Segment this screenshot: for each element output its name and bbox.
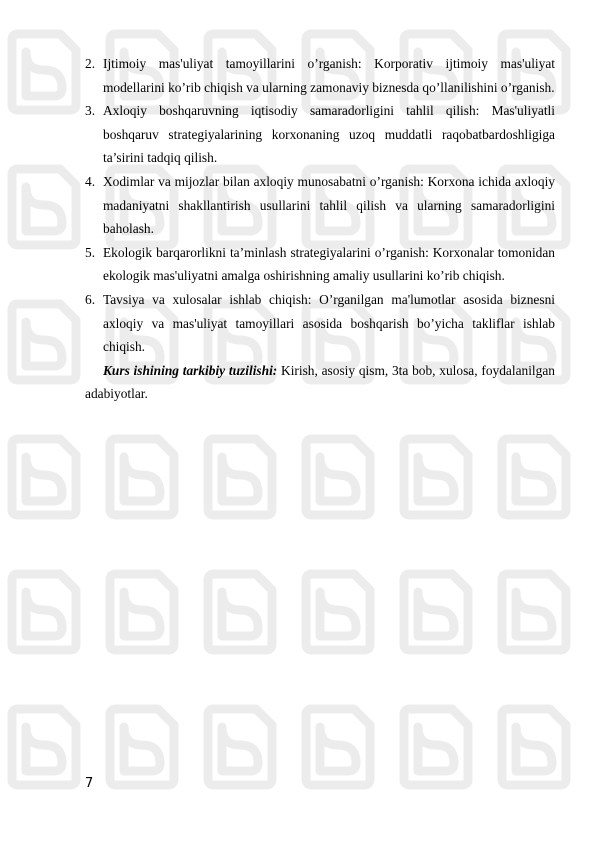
document-watermark-icon xyxy=(12,34,76,110)
document-watermark-icon xyxy=(502,709,566,785)
document-watermark-icon xyxy=(110,709,174,785)
document-watermark-icon xyxy=(306,439,370,515)
document-watermark-icon xyxy=(12,304,76,380)
document-watermark-icon xyxy=(12,439,76,515)
list-item-text: Ekologik barqarorlikni ta’minlash strategiyalarini o’rganish: Korxonalar tomonidan ekologik mas'uliyatni amalga oshirishning amaliy usullarini ko’rib chiqish. xyxy=(103,244,555,284)
structure-lead: Kurs ishining tarkibiy tuzilishi: xyxy=(103,362,278,378)
list-item xyxy=(85,170,555,241)
list-item xyxy=(85,288,555,359)
list-item-number: 6. xyxy=(85,291,96,307)
document-watermark-icon xyxy=(110,574,174,650)
document-watermark-icon xyxy=(12,169,76,245)
list-item-text: Tavsiya va xulosalar ishlab chiqish: O’rganilgan ma'lumotlar asosida biznesni axloqiy va mas'uliyat tamoyillari asosida boshqarish bo’yicha takliflar ishlab chiqish. xyxy=(103,291,555,355)
objectives-list xyxy=(85,52,555,359)
list-item-number: 3. xyxy=(85,103,96,119)
list-item-number: 2. xyxy=(85,56,96,71)
list-item-number: 5. xyxy=(85,244,96,260)
document-watermark-icon xyxy=(208,709,272,785)
document-watermark-icon xyxy=(12,709,76,785)
document-watermark-icon xyxy=(12,574,76,650)
document-watermark-icon xyxy=(404,574,468,650)
document-watermark-icon xyxy=(208,574,272,650)
document-body xyxy=(85,52,555,406)
document-watermark-icon xyxy=(404,439,468,515)
list-item-text: Xodimlar va mijozlar bilan axloqiy munosabatni o’rganish: Korxona ichida axloqiy madaniyatni shakllantirish usullarini tahlil qilish va ularning samaradorligini baholash. xyxy=(103,173,555,237)
document-watermark-icon xyxy=(502,439,566,515)
document-watermark-icon xyxy=(404,709,468,785)
structure-paragraph xyxy=(85,359,555,406)
document-watermark-icon xyxy=(306,709,370,785)
page-number: 7 xyxy=(85,776,94,791)
list-item-text: Ijtimoiy mas'uliyat tamoyillarini o’rganish: Korporativ ijtimoiy mas'uliyat modellarini ko’rib chiqish va ularning zamonaviy biznesda qo’llanilishini o’rganish. xyxy=(103,56,555,95)
list-item-number: 4. xyxy=(85,173,96,189)
document-watermark-icon xyxy=(208,439,272,515)
list-item-text: Axloqiy boshqaruvning iqtisodiy samaradorligini tahlil qilish: Mas'uliyatli boshqaruv strategiyalarining korxonaning uzoq muddatli raqobatbardoshligiga ta’sirini tadqiq qilish. xyxy=(103,103,555,166)
document-watermark-icon xyxy=(110,439,174,515)
list-item xyxy=(85,241,555,288)
document-watermark-icon xyxy=(306,574,370,650)
list-item xyxy=(85,52,555,99)
document-watermark-icon xyxy=(502,574,566,650)
structure-text: Kirish, asosiy qism, 3ta bob, xulosa, foydalanilgan adabiyotlar. xyxy=(85,362,555,402)
list-item xyxy=(85,99,555,170)
